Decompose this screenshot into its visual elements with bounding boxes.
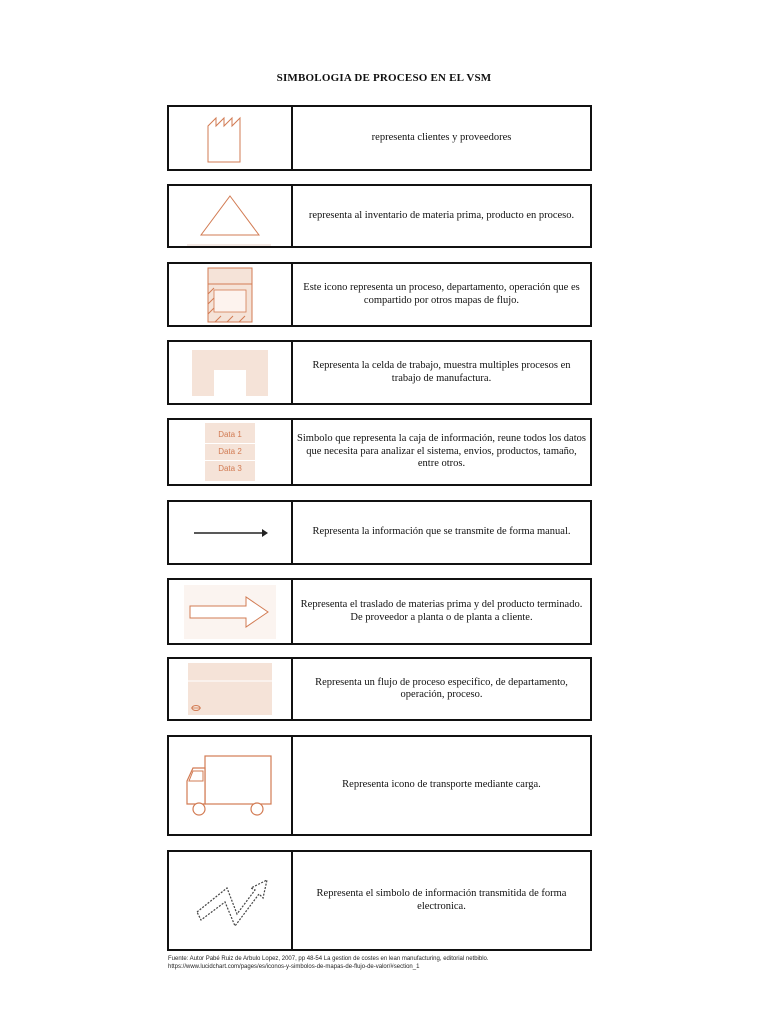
symbol-row-electronic-info	[167, 850, 592, 951]
work-cell-icon	[190, 348, 270, 398]
symbol-row-manual-info	[167, 500, 592, 565]
symbol-row-truck	[167, 735, 592, 836]
shipment-arrow-icon	[184, 585, 276, 639]
symbol-row-factory	[167, 105, 592, 171]
icon-cell	[169, 342, 293, 403]
icon-cell	[169, 264, 293, 325]
symbol-description: representa al inventario de materia prima, producto en proceso.	[308, 209, 575, 221]
data-box-icon	[205, 423, 255, 481]
icon-cell	[169, 107, 293, 169]
icon-cell	[169, 852, 293, 949]
symbol-description: Este icono representa un proceso, departamento, operación que es compartido por otros mapas de flujo.	[303, 282, 580, 306]
symbol-description: Simbolo que representa la caja de información, reune todos los datos que necesita para analizar el sistema, envios, productos, tamaño, entre otros.	[297, 433, 586, 470]
process-flow-icon	[187, 662, 273, 716]
symbol-row-process	[167, 262, 592, 327]
symbol-description: Representa un flujo de proceso especifico, de departamento, operación, proceso.	[315, 676, 568, 700]
symbol-description: Representa el traslado de materias prima y del producto terminado. De proveedor a planta o de planta a cliente.	[300, 599, 583, 623]
symbol-description: Representa icono de transporte mediante carga.	[342, 779, 541, 791]
process-box-icon	[205, 265, 255, 325]
data-line-3: Data 3	[218, 464, 242, 473]
symbol-row-process-flow	[167, 657, 592, 721]
icon-cell	[169, 420, 293, 484]
symbol-description: Representa el simbolo de información transmitida de forma electronica.	[316, 888, 567, 912]
symbol-row-data-box	[167, 418, 592, 486]
page-title: SIMBOLOGIA DE PROCESO EN EL VSM	[276, 72, 492, 84]
manual-info-arrow-icon	[190, 523, 270, 543]
symbol-description: Representa la celda de trabajo, muestra multiples procesos en trabajo de manufactura.	[312, 360, 571, 384]
icon-cell	[169, 580, 293, 643]
icon-cell	[169, 502, 293, 563]
symbol-row-work-cell	[167, 340, 592, 405]
data-line-2: Data 2	[205, 444, 255, 461]
truck-icon	[185, 753, 275, 819]
electronic-info-icon	[185, 866, 275, 936]
icon-cell	[169, 186, 293, 246]
source-note	[168, 956, 638, 971]
symbol-row-shipment	[167, 578, 592, 645]
symbol-description: representa clientes y proveedores	[371, 131, 512, 143]
data-line-1: Data 1	[205, 427, 255, 444]
source-citation: Fuente: Autor Pabé Ruiz de Arbulo Lopez, 2007, pp 48-54 La gestion de costes en lean manufacturing, editorial netbiblo.	[168, 956, 489, 962]
triangle-inventory-icon	[185, 186, 275, 246]
source-url: https://www.lucidchart.com/pages/es/iconos-y-simbolos-de-mapas-de-flujo-de-valor/#section_1	[168, 963, 420, 970]
icon-cell	[169, 659, 293, 719]
symbol-row-inventory	[167, 184, 592, 248]
symbol-description: Representa la información que se transmite de forma manual.	[312, 526, 571, 538]
icon-cell	[169, 737, 293, 834]
factory-icon	[200, 110, 260, 166]
